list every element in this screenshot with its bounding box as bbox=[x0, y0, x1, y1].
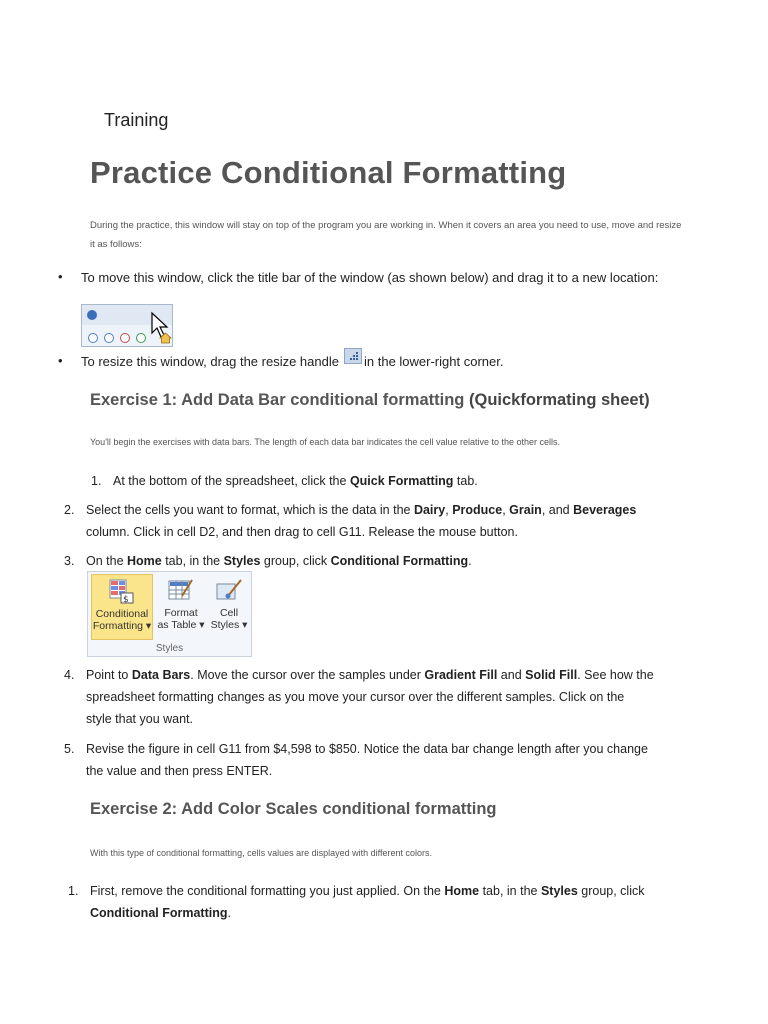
bullet-move-text: To move this window, click the title bar of the window (as shown below) and drag it to a new location: bbox=[81, 270, 659, 285]
exercise-2-intro: With this type of conditional formatting, cells values are displayed with different colors. bbox=[90, 848, 432, 858]
step-text: . bbox=[227, 906, 231, 920]
step-bold: Grain bbox=[509, 503, 542, 517]
step-text: tab, in the bbox=[161, 554, 224, 568]
step-text: First, remove the conditional formatting you just applied. On the bbox=[90, 884, 445, 898]
exercise-1-step-5 bbox=[64, 738, 696, 782]
step-text: column. Click in cell D2, and then drag to cell G11. Release the mouse button. bbox=[86, 525, 518, 539]
step-bold: Produce bbox=[452, 503, 503, 517]
step-text: . See how the bbox=[577, 668, 654, 682]
home-icon bbox=[159, 332, 172, 344]
refresh-icon bbox=[136, 333, 146, 343]
styles-ribbon-screenshot bbox=[87, 571, 252, 657]
exercise-2-step-1 bbox=[68, 880, 690, 924]
step-text: spreadsheet formatting changes as you move your cursor over the different samples. Click on the bbox=[86, 690, 625, 704]
ribbon-label: Styles ▾ bbox=[210, 619, 248, 631]
exercise-1-intro: You'll begin the exercises with data bars. The length of each data bar indicates the cell value relative to the other cells. bbox=[90, 437, 561, 447]
bullet-dot: • bbox=[58, 353, 63, 368]
step-bold: Beverages bbox=[573, 503, 637, 517]
ribbon-label: as Table ▾ bbox=[157, 619, 205, 631]
step-text: group, click bbox=[260, 554, 331, 568]
step-text: , bbox=[445, 503, 453, 517]
step-text: , and bbox=[541, 503, 574, 517]
exercise-1-heading bbox=[90, 391, 650, 410]
bullet-dot: • bbox=[58, 269, 63, 284]
section-label: Training bbox=[104, 110, 169, 130]
conditional-formatting-button bbox=[91, 574, 153, 640]
step-text: Select the cells you want to format, which is the data in the bbox=[86, 503, 414, 517]
step-bold: Quick Formatting bbox=[349, 474, 454, 488]
ribbon-label: Conditional bbox=[95, 608, 149, 620]
intro-line-1: During the practice, this window will stay on top of the program you are working in. When it covers an area you need to use, move and resize bbox=[90, 220, 682, 231]
step-text: style that you want. bbox=[86, 712, 194, 726]
step-text: the value and then press ENTER. bbox=[86, 764, 273, 778]
exercise-1-step-3 bbox=[64, 550, 472, 572]
conditional-formatting-icon bbox=[109, 579, 135, 605]
stop-icon bbox=[120, 333, 130, 343]
svg-text:$: $ bbox=[123, 595, 129, 605]
intro-text bbox=[90, 216, 690, 254]
step-text: tab, in the bbox=[479, 884, 541, 898]
ribbon-label: Cell bbox=[219, 607, 239, 619]
step-bold: Conditional Formatting bbox=[90, 906, 228, 920]
exercise-1-title: Exercise 1: Add Data Bar conditional formatting bbox=[90, 391, 465, 409]
step-text: , bbox=[502, 503, 510, 517]
ribbon-group-label: Styles bbox=[155, 643, 184, 654]
step-text: At the bottom of the spreadsheet, click the bbox=[113, 474, 350, 488]
intro-line-2: it as follows: bbox=[90, 239, 142, 250]
step-bold: Conditional Formatting bbox=[330, 554, 469, 568]
step-number: 5. bbox=[64, 742, 75, 756]
step-text: . Move the cursor over the samples under bbox=[190, 668, 425, 682]
step-bold: Styles bbox=[223, 554, 261, 568]
step-text: group, click bbox=[577, 884, 645, 898]
step-number: 1. bbox=[91, 474, 102, 488]
step-bold: Styles bbox=[540, 884, 578, 898]
step-number: 1. bbox=[68, 884, 79, 898]
cell-styles-icon bbox=[216, 578, 242, 604]
exercise-1-sheet: (Quickformating sheet) bbox=[468, 391, 650, 409]
step-text: Point to bbox=[86, 668, 132, 682]
format-as-table-button bbox=[156, 574, 206, 640]
title-bar-screenshot bbox=[81, 304, 173, 347]
exercise-1-step-2 bbox=[64, 499, 686, 543]
exercise-1-step-1 bbox=[91, 470, 478, 492]
step-text: and bbox=[497, 668, 526, 682]
step-text: . bbox=[468, 554, 472, 568]
step-bold: Home bbox=[127, 554, 162, 568]
format-as-table-icon bbox=[168, 578, 194, 604]
bullet-resize bbox=[58, 353, 339, 369]
ribbon-label: Formatting ▾ bbox=[92, 620, 152, 632]
forward-icon bbox=[104, 333, 114, 343]
step-text: Revise the figure in cell G11 from $4,598 to $850. Notice the data bar change length after you change bbox=[86, 742, 648, 756]
step-number: 2. bbox=[64, 503, 75, 517]
step-text: tab. bbox=[453, 474, 478, 488]
cell-styles-button bbox=[208, 574, 250, 640]
exercise-2-heading: Exercise 2: Add Color Scales conditional formatting bbox=[90, 800, 497, 818]
step-bold: Data Bars bbox=[131, 668, 191, 682]
ribbon-label: Format bbox=[164, 607, 198, 619]
bullet-resize-text-before: To resize this window, drag the resize handle bbox=[81, 354, 339, 369]
step-bold: Solid Fill bbox=[525, 668, 578, 682]
page-title: Practice Conditional Formatting bbox=[90, 155, 567, 190]
back-icon bbox=[88, 333, 98, 343]
step-number: 4. bbox=[64, 668, 75, 682]
step-bold: Dairy bbox=[413, 503, 446, 517]
resize-handle-icon bbox=[344, 348, 362, 364]
step-number: 3. bbox=[64, 554, 75, 568]
step-bold: Home bbox=[444, 884, 480, 898]
step-bold: Gradient Fill bbox=[424, 668, 498, 682]
help-icon bbox=[87, 310, 97, 320]
exercise-1-step-4 bbox=[64, 664, 686, 730]
bullet-move bbox=[58, 269, 659, 285]
bullet-resize-text-after: in the lower-right corner. bbox=[364, 354, 504, 369]
step-text: On the bbox=[86, 554, 127, 568]
